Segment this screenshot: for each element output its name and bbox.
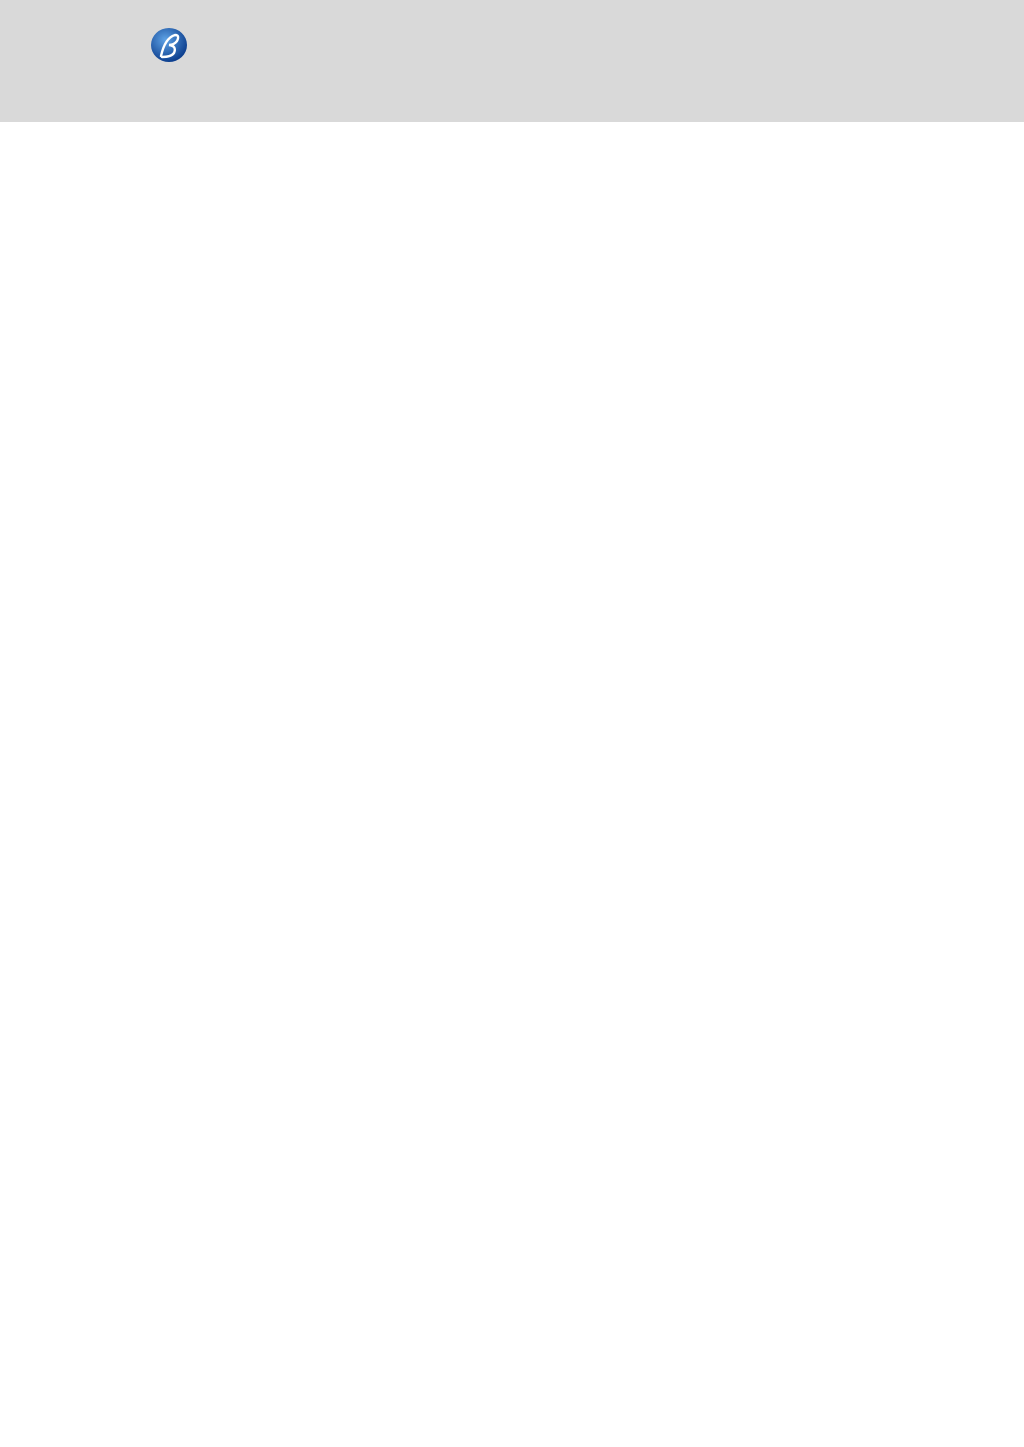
document-body [115,126,945,351]
page-header [0,0,1024,122]
biz4solutions-logo[interactable] [104,26,264,92]
logo-b-emblem-icon [149,26,189,66]
